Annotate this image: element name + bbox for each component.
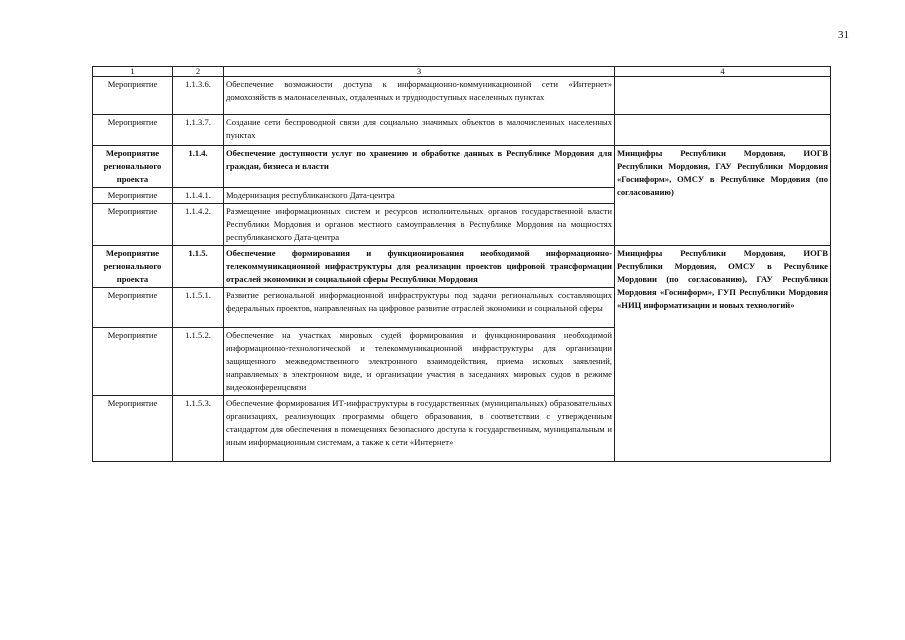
activity-type: Мероприятие xyxy=(93,288,173,328)
activity-description: Размещение информационных систем и ресурсов исполнительных органов государственной власти Республики Мордовия и органов местного самоуправления в Республике Мордовия на мощностях республиканского Дата-центра xyxy=(224,204,615,246)
activity-code: 1.1.5.2. xyxy=(173,328,224,396)
activity-code: 1.1.4.2. xyxy=(173,204,224,246)
responsible-organizations: Минцифры Республики Мордовия, ИОГВ Республики Мордовия, ОМСУ в Республике Мордовии (по согласованию), ГАУ Республики Мордовия «Госинформ», ГУП Республики Мордовия «НИЦ информатизации и новых технологий» xyxy=(615,246,831,462)
activity-type: Мероприятие xyxy=(93,188,173,204)
column-header: 2 xyxy=(173,67,224,77)
activity-type: Мероприятие xyxy=(93,77,173,115)
column-header: 3 xyxy=(224,67,615,77)
activity-code: 1.1.5. xyxy=(173,246,224,288)
activity-description: Развитие региональной информационной инфраструктуры под задачи региональных составляющих федеральных проектов, направленных на цифровое развитие отраслей экономики и социальной сферы xyxy=(224,288,615,328)
activity-code: 1.1.5.3. xyxy=(173,396,224,462)
column-header: 1 xyxy=(93,67,173,77)
table-row xyxy=(93,246,831,288)
activity-description: Обеспечение формирования и функционирования необходимой информационно-телекоммуникационной инфраструктуры для реализации проектов цифровой трансформации отраслей экономики и социальной сферы Республики Мордовия xyxy=(224,246,615,288)
page-number: 31 xyxy=(838,29,849,41)
table-row xyxy=(93,146,831,188)
activity-description: Создание сети беспроводной связи для социально значимых объектов в малочисленных населенных пунктах xyxy=(224,115,615,146)
activity-type: Мероприятие регионального проекта xyxy=(93,146,173,188)
responsible-empty xyxy=(615,115,831,146)
activity-code: 1.1.3.7. xyxy=(173,115,224,146)
activity-type: Мероприятие xyxy=(93,328,173,396)
table-header-row xyxy=(93,67,831,77)
activity-type: Мероприятие xyxy=(93,115,173,146)
activity-type: Мероприятие регионального проекта xyxy=(93,246,173,288)
table-row xyxy=(93,77,831,115)
activity-description: Модернизация республиканского Дата-центра xyxy=(224,188,615,204)
activity-type: Мероприятие xyxy=(93,204,173,246)
activity-description: Обеспечение на участках мировых судей формирования и функционирования необходимой информационно-технологической и телекоммуникационной инфраструктуры для организации защищенного межведомственного электронного взаимодействия, приема исковых заявлений, направляемых в электронном виде, и организации участия в заседаниях мировых судов в режиме видеоконференцсвязи xyxy=(224,328,615,396)
responsible-empty xyxy=(615,77,831,115)
activity-description: Обеспечение формирования ИТ-инфраструктуры в государственных (муниципальных) образовательных организациях, реализующих программы общего образования, в соответствии с утвержденным стандартом для обеспечения в помещениях безопасного доступа к государственным, муниципальным и иным информационным системам, а также к сети «Интернет» xyxy=(224,396,615,462)
activity-code: 1.1.5.1. xyxy=(173,288,224,328)
activity-code: 1.1.3.6. xyxy=(173,77,224,115)
activity-description: Обеспечение возможности доступа к информационно-коммуникационной сети «Интернет» домохозяйств в малонаселенных, отдаленных и труднодоступных населенных пунктах xyxy=(224,77,615,115)
activity-type: Мероприятие xyxy=(93,396,173,462)
activity-description: Обеспечение доступности услуг по хранению и обработке данных в Республике Мордовия для граждан, бизнеса и власти xyxy=(224,146,615,188)
column-header: 4 xyxy=(615,67,831,77)
activities-table xyxy=(92,66,831,462)
activity-code: 1.1.4.1. xyxy=(173,188,224,204)
table-row xyxy=(93,115,831,146)
responsible-organizations: Минцифры Республики Мордовия, ИОГВ Республики Мордовия, ГАУ Республики Мордовия «Госинформ», ОМСУ в Республике Мордовия (по согласованию) xyxy=(615,146,831,246)
activity-code: 1.1.4. xyxy=(173,146,224,188)
